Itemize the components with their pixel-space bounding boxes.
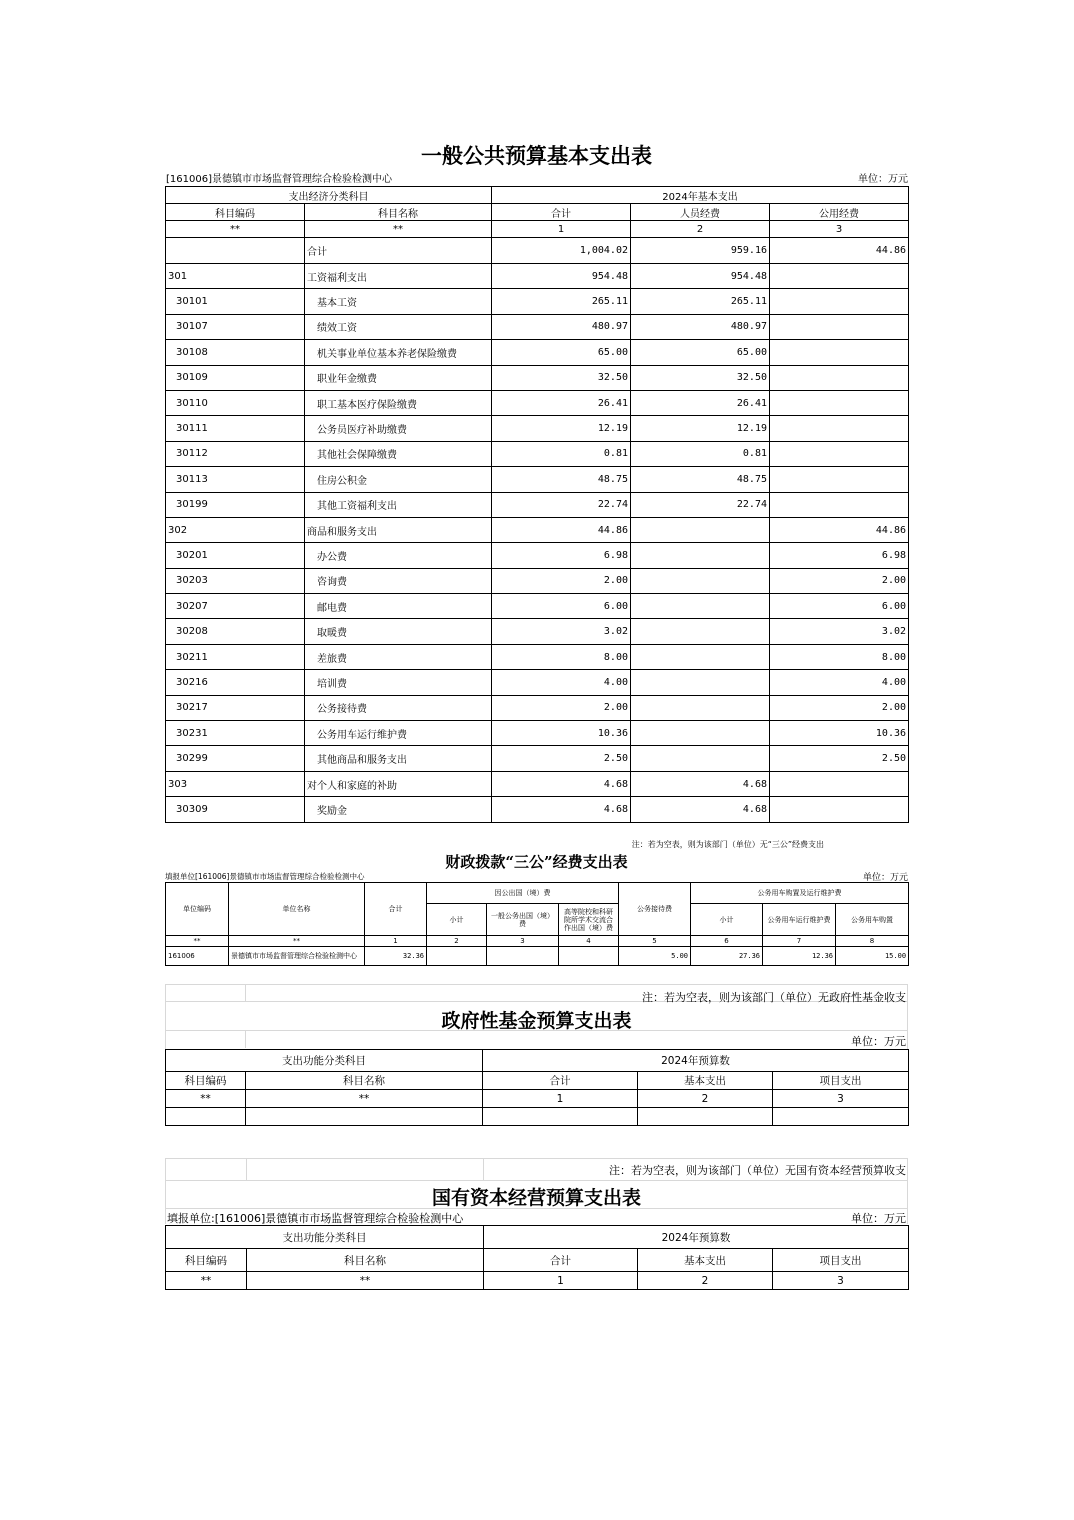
row-total: 22.74	[492, 492, 631, 517]
row-code: 30208	[166, 619, 305, 644]
state-capital-title: 国有资本经营预算支出表	[431, 1187, 641, 1209]
gridline	[246, 1158, 247, 1180]
table-row	[166, 594, 909, 619]
row-total: 48.75	[492, 467, 631, 492]
t2-index-row	[166, 936, 909, 947]
table-row	[166, 314, 909, 339]
header-classification: 支出经济分类科目	[166, 187, 492, 204]
t2-row-reception: 5.00	[619, 947, 691, 966]
gf-header-row-3	[166, 1090, 909, 1108]
row-public	[770, 416, 909, 441]
row-code: 30299	[166, 746, 305, 771]
t2-h-vehicle: 公务用车购置及运行维护费	[691, 883, 909, 904]
row-code: 303	[166, 771, 305, 796]
three-public-unit-label: 单位：万元	[862, 873, 908, 883]
t2-row-vehicle-operation: 12.36	[763, 947, 836, 966]
row-code: 30231	[166, 721, 305, 746]
row-name: 工资福利支出	[305, 264, 492, 289]
row-name: 绩效工资	[305, 314, 492, 339]
row-total: 3.02	[492, 619, 631, 644]
t2-h-reception: 公务接待费	[619, 883, 691, 936]
sc-h-name: 科目名称	[247, 1249, 484, 1272]
row-public: 4.00	[770, 670, 909, 695]
t2-row-vehicle-purchase: 15.00	[836, 947, 909, 966]
gf-h-star-code: **	[166, 1090, 246, 1108]
sc-h-n1: 1	[484, 1272, 638, 1290]
t2-idx: 4	[559, 936, 619, 947]
header-code: 科目编码	[166, 204, 305, 221]
gridline	[245, 984, 246, 1001]
row-public: 3.02	[770, 619, 909, 644]
row-total: 2.00	[492, 695, 631, 720]
row-name: 基本工资	[305, 289, 492, 314]
row-total: 954.48	[492, 264, 631, 289]
row-total: 4.68	[492, 771, 631, 796]
t2-h-vehicle-subtotal: 小计	[691, 904, 763, 936]
gf-h-name: 科目名称	[246, 1072, 483, 1090]
t2-h-abroad: 因公出国（境）费	[427, 883, 619, 904]
row-public	[770, 314, 909, 339]
table-row	[166, 289, 909, 314]
header-public: 公用经费	[770, 204, 909, 221]
gf-h-classification: 支出功能分类科目	[166, 1050, 483, 1072]
row-public	[770, 492, 909, 517]
row-public: 2.00	[770, 568, 909, 593]
t2-row-code: 161006	[166, 947, 229, 966]
sc-h-n3: 3	[773, 1272, 909, 1290]
t2-h-subtotal: 小计	[427, 904, 487, 936]
table-row	[166, 416, 909, 441]
t2-row-total: 32.36	[365, 947, 427, 966]
row-total: 32.50	[492, 365, 631, 390]
t2-idx: 7	[763, 936, 836, 947]
row-name: 公务用车运行维护费	[305, 721, 492, 746]
row-total: 6.00	[492, 594, 631, 619]
row-total: 4.00	[492, 670, 631, 695]
header-n1: 1	[492, 221, 631, 238]
three-public-note: 注：若为空表，则为该部门（单位）无“三公”经费支出	[631, 840, 824, 849]
sc-h-star-name: **	[247, 1272, 484, 1290]
gf-h-star-name: **	[246, 1090, 483, 1108]
row-total: 26.41	[492, 390, 631, 415]
gf-header-row-1	[166, 1050, 909, 1072]
row-personnel: 0.81	[631, 441, 770, 466]
sc-h-star-code: **	[166, 1272, 247, 1290]
row-name: 差旅费	[305, 644, 492, 669]
header-star-name: **	[305, 221, 492, 238]
t2-idx: 3	[487, 936, 559, 947]
table-row	[166, 390, 909, 415]
table-row	[166, 365, 909, 390]
header-row-1	[166, 187, 909, 204]
header-year-basic: 2024年基本支出	[492, 187, 909, 204]
row-code: 30309	[166, 797, 305, 822]
row-total: 265.11	[492, 289, 631, 314]
row-total: 1,004.02	[492, 238, 631, 264]
gov-fund-note: 注：若为空表，则为该部门（单位）无政府性基金收支	[642, 991, 906, 1004]
row-name: 咨询费	[305, 568, 492, 593]
gf-empty-cell	[638, 1108, 773, 1126]
state-capital-note: 注：若为空表，则为该部门（单位）无国有资本经营预算收支	[609, 1164, 906, 1177]
row-name: 其他工资福利支出	[305, 492, 492, 517]
row-name: 取暖费	[305, 619, 492, 644]
row-personnel	[631, 721, 770, 746]
row-personnel: 959.16	[631, 238, 770, 264]
table-row	[166, 467, 909, 492]
row-personnel	[631, 619, 770, 644]
row-total: 65.00	[492, 340, 631, 365]
row-personnel: 4.68	[631, 797, 770, 822]
row-personnel	[631, 517, 770, 542]
row-code: 30211	[166, 644, 305, 669]
t2-h-vehicle-purchase: 公务用车购置	[836, 904, 909, 936]
row-code: 30216	[166, 670, 305, 695]
gov-fund-unit-label: 单位：万元	[851, 1035, 906, 1048]
t2-idx: **	[229, 936, 365, 947]
row-total: 12.19	[492, 416, 631, 441]
t2-idx: 2	[427, 936, 487, 947]
t2-h-academic-abroad: 高等院校和科研院所学术交流合作出国（境）费	[559, 904, 619, 936]
t2-row-name: 景德镇市市场监督管理综合检验检测中心	[229, 947, 365, 966]
t2-data-row	[166, 947, 909, 966]
row-code: 30108	[166, 340, 305, 365]
row-public	[770, 441, 909, 466]
row-personnel: 22.74	[631, 492, 770, 517]
row-public: 2.50	[770, 746, 909, 771]
row-code: 30199	[166, 492, 305, 517]
sc-h-n2: 2	[638, 1272, 773, 1290]
row-code: 301	[166, 264, 305, 289]
sc-h-code: 科目编码	[166, 1249, 247, 1272]
table-row	[166, 492, 909, 517]
header-name: 科目名称	[305, 204, 492, 221]
row-code: 30207	[166, 594, 305, 619]
row-public: 44.86	[770, 238, 909, 264]
gf-empty-row	[166, 1108, 909, 1126]
general-budget-title: 一般公共预算基本支出表	[421, 143, 652, 168]
row-personnel	[631, 746, 770, 771]
row-public	[770, 340, 909, 365]
gf-h-basic: 基本支出	[638, 1072, 773, 1090]
table-row	[166, 619, 909, 644]
row-personnel: 26.41	[631, 390, 770, 415]
row-name: 邮电费	[305, 594, 492, 619]
general-budget-body	[166, 238, 909, 823]
gridline	[483, 1158, 484, 1180]
t2-idx: 6	[691, 936, 763, 947]
row-public: 6.98	[770, 543, 909, 568]
sc-header-row-1	[166, 1226, 909, 1249]
row-code: 30111	[166, 416, 305, 441]
row-total: 8.00	[492, 644, 631, 669]
row-name: 住房公积金	[305, 467, 492, 492]
row-personnel: 65.00	[631, 340, 770, 365]
t2-idx: 8	[836, 936, 909, 947]
table-row	[166, 644, 909, 669]
row-name: 培训费	[305, 670, 492, 695]
row-total: 2.50	[492, 746, 631, 771]
state-capital-table	[165, 1225, 909, 1290]
row-total: 4.68	[492, 797, 631, 822]
header-personnel: 人员经费	[631, 204, 770, 221]
gf-h-code: 科目编码	[166, 1072, 246, 1090]
gf-empty-cell	[773, 1108, 909, 1126]
table-row	[166, 238, 909, 264]
table-row	[166, 568, 909, 593]
sc-h-classification: 支出功能分类科目	[166, 1226, 484, 1249]
gf-h-total: 合计	[483, 1072, 638, 1090]
three-public-table	[165, 882, 909, 966]
row-code	[166, 238, 305, 264]
row-public: 2.00	[770, 695, 909, 720]
row-public	[770, 365, 909, 390]
row-public	[770, 771, 909, 796]
row-code: 30203	[166, 568, 305, 593]
row-total: 6.98	[492, 543, 631, 568]
t2-h-vehicle-operation: 公务用车运行维护费	[763, 904, 836, 936]
row-personnel: 12.19	[631, 416, 770, 441]
table-row	[166, 441, 909, 466]
table-row	[166, 695, 909, 720]
state-capital-fill-unit: 填报单位:[161006]景德镇市市场监督管理综合检验检测中心	[167, 1212, 464, 1225]
row-name: 机关事业单位基本养老保险缴费	[305, 340, 492, 365]
sc-header-row-2	[166, 1249, 909, 1272]
table-row	[166, 517, 909, 542]
row-code: 30101	[166, 289, 305, 314]
gf-empty-cell	[483, 1108, 638, 1126]
row-personnel	[631, 644, 770, 669]
table-row	[166, 543, 909, 568]
table-row	[166, 746, 909, 771]
t2-h-unit-code: 单位编码	[166, 883, 229, 936]
table-row	[166, 797, 909, 822]
general-budget-unit-label: 单位：万元	[858, 174, 908, 185]
t2-h-total: 合计	[365, 883, 427, 936]
t2-row-abroad-subtotal	[427, 947, 487, 966]
row-name: 职工基本医疗保险缴费	[305, 390, 492, 415]
row-name: 商品和服务支出	[305, 517, 492, 542]
row-personnel: 480.97	[631, 314, 770, 339]
table-row	[166, 771, 909, 796]
t2-idx: 5	[619, 936, 691, 947]
gridline	[165, 984, 908, 985]
row-public	[770, 467, 909, 492]
general-budget-unit-line: [161006]景德镇市市场监督管理综合检验检测中心	[166, 174, 392, 185]
row-name: 其他商品和服务支出	[305, 746, 492, 771]
sc-h-basic: 基本支出	[638, 1249, 773, 1272]
row-public	[770, 797, 909, 822]
row-personnel	[631, 695, 770, 720]
t2-idx: **	[166, 936, 229, 947]
gov-fund-title: 政府性基金预算支出表	[441, 1010, 632, 1032]
gf-h-project: 项目支出	[773, 1072, 909, 1090]
table-row	[166, 340, 909, 365]
gf-header-row-2	[166, 1072, 909, 1090]
row-total: 10.36	[492, 721, 631, 746]
row-personnel: 954.48	[631, 264, 770, 289]
row-code: 30112	[166, 441, 305, 466]
state-capital-unit-label: 单位：万元	[851, 1212, 906, 1225]
row-personnel	[631, 670, 770, 695]
row-code: 30113	[166, 467, 305, 492]
row-code: 302	[166, 517, 305, 542]
row-code: 30217	[166, 695, 305, 720]
t2-idx: 1	[365, 936, 427, 947]
header-row-3	[166, 221, 909, 238]
gf-h-n3: 3	[773, 1090, 909, 1108]
t2-row-general-abroad	[487, 947, 559, 966]
gf-empty-cell	[166, 1108, 246, 1126]
row-total: 0.81	[492, 441, 631, 466]
table-row	[166, 721, 909, 746]
row-name: 对个人和家庭的补助	[305, 771, 492, 796]
t2-row-academic-abroad	[559, 947, 619, 966]
row-total: 480.97	[492, 314, 631, 339]
row-public: 10.36	[770, 721, 909, 746]
header-star-code: **	[166, 221, 305, 238]
gf-empty-cell	[246, 1108, 483, 1126]
row-personnel	[631, 543, 770, 568]
header-n2: 2	[631, 221, 770, 238]
table-row	[166, 264, 909, 289]
t2-h-unit-name: 单位名称	[229, 883, 365, 936]
row-name: 奖励金	[305, 797, 492, 822]
row-name: 职业年金缴费	[305, 365, 492, 390]
general-budget-table	[165, 186, 909, 823]
header-total: 合计	[492, 204, 631, 221]
header-row-2	[166, 204, 909, 221]
row-code: 30201	[166, 543, 305, 568]
gov-fund-table	[165, 1049, 909, 1126]
row-public: 8.00	[770, 644, 909, 669]
row-total: 44.86	[492, 517, 631, 542]
three-public-fill-unit: 填报单位[161006]景德镇市市场监督管理综合检验检测中心	[165, 872, 365, 881]
sc-h-year: 2024年预算数	[484, 1226, 909, 1249]
sc-header-row-3	[166, 1272, 909, 1290]
row-name: 办公费	[305, 543, 492, 568]
row-personnel: 4.68	[631, 771, 770, 796]
sc-h-project: 项目支出	[773, 1249, 909, 1272]
row-personnel: 265.11	[631, 289, 770, 314]
table-row	[166, 670, 909, 695]
gridline	[165, 1158, 908, 1159]
row-code: 30109	[166, 365, 305, 390]
row-public	[770, 264, 909, 289]
gridline	[165, 1180, 908, 1181]
sc-h-total: 合计	[484, 1249, 638, 1272]
row-code: 30110	[166, 390, 305, 415]
t2-h-general-abroad: 一般公务出国（境）费	[487, 904, 559, 936]
row-name: 其他社会保障缴费	[305, 441, 492, 466]
row-public	[770, 390, 909, 415]
row-public: 44.86	[770, 517, 909, 542]
t2-row-vehicle-subtotal: 27.36	[691, 947, 763, 966]
gf-h-year: 2024年预算数	[483, 1050, 909, 1072]
header-n3: 3	[770, 221, 909, 238]
row-personnel	[631, 594, 770, 619]
gf-h-n2: 2	[638, 1090, 773, 1108]
gf-h-n1: 1	[483, 1090, 638, 1108]
row-personnel: 48.75	[631, 467, 770, 492]
row-personnel	[631, 568, 770, 593]
row-personnel: 32.50	[631, 365, 770, 390]
row-name: 公务员医疗补助缴费	[305, 416, 492, 441]
row-public: 6.00	[770, 594, 909, 619]
t2-header-row-1	[166, 883, 909, 904]
row-public	[770, 289, 909, 314]
row-name: 公务接待费	[305, 695, 492, 720]
row-code: 30107	[166, 314, 305, 339]
three-public-title: 财政拨款“三公”经费支出表	[445, 853, 628, 871]
row-name: 合计	[305, 238, 492, 264]
row-total: 2.00	[492, 568, 631, 593]
